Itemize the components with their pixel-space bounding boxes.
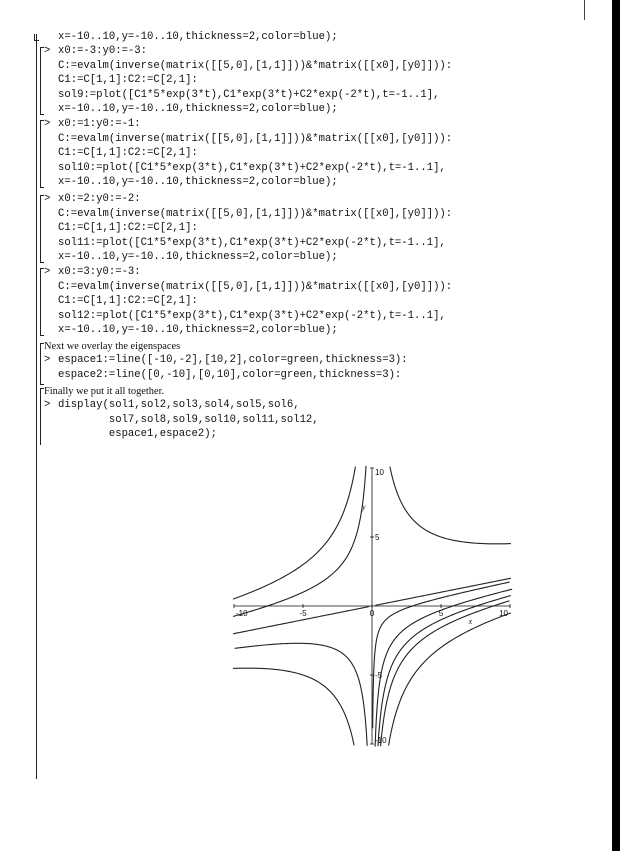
input-prompt: > [44, 118, 51, 130]
code-line[interactable]: C1:=C[1,1]:C2:=C[2,1]: [58, 147, 198, 160]
code-line[interactable]: C1:=C[1,1]:C2:=C[2,1]: [58, 222, 198, 235]
code-line[interactable]: C:=evalm(inverse(matrix([[5,0],[1,1]]))&*matrix([[x0],[y0]])): [58, 280, 453, 293]
trajectory-curve [373, 582, 510, 728]
code-line[interactable]: sol10:=plot([C1*5*exp(3*t),C1*exp(3*t)+C2*exp(-2*t),t=-1..1], [58, 161, 446, 174]
code-line[interactable]: sol12:=plot([C1*5*exp(3*t),C1*exp(3*t)+C2*exp(-2*t),t=-1..1], [58, 309, 446, 322]
group-bracket [34, 34, 39, 41]
code-line[interactable]: C:=evalm(inverse(matrix([[5,0],[1,1]]))&*matrix([[x0],[y0]])): [58, 132, 453, 145]
x-tick-label: 0 [369, 609, 375, 618]
x-tick-label: 10 [499, 609, 508, 618]
y-tick-label: 10 [375, 468, 384, 477]
input-prompt: > [44, 354, 51, 366]
code-line[interactable]: x0:=2:y0:=-2: [58, 193, 141, 205]
x-tick-label: -5 [299, 609, 307, 618]
y-axis-label: y [362, 502, 366, 512]
x-tick-label: -10 [236, 609, 248, 618]
code-line[interactable]: espace1:=line([-10,-2],[10,2],color=green,thickness=3): [58, 354, 408, 366]
code-line[interactable]: x=-10..10,y=-10..10,thickness=2,color=blue); [58, 176, 338, 189]
y-tick-label: -5 [375, 671, 383, 680]
code-line[interactable]: x0:=-3:y0:=-3: [58, 45, 148, 57]
scan-mark [584, 0, 585, 20]
code-line[interactable]: C1:=C[1,1]:C2:=C[2,1]: [58, 74, 198, 87]
trajectory-curve [235, 643, 368, 746]
code-line[interactable]: sol9:=plot([C1*5*exp(3*t),C1*exp(3*t)+C2*exp(-2*t),t=-1..1], [58, 88, 440, 101]
input-prompt: > [44, 266, 51, 278]
code-line[interactable]: display(sol1,sol2,sol3,sol4,sol5,sol6, [58, 399, 300, 411]
code-line: x=-10..10,y=-10..10,thickness=2,color=blue); [58, 31, 338, 43]
phase-portrait-plot[interactable] [226, 460, 518, 752]
code-line[interactable]: sol7,sol8,sol9,sol10,sol11,sol12, [58, 413, 319, 426]
x-tick-label: 5 [438, 609, 444, 618]
input-prompt: > [44, 45, 51, 57]
code-line[interactable]: C:=evalm(inverse(matrix([[5,0],[1,1]]))&*matrix([[x0],[y0]])): [58, 59, 453, 72]
code-line[interactable]: espace1,espace2); [58, 428, 217, 441]
text-paragraph: Next we overlay the eigenspaces [44, 341, 181, 352]
input-prompt: > [44, 193, 51, 205]
code-line[interactable]: x=-10..10,y=-10..10,thickness=2,color=blue); [58, 324, 338, 337]
scan-edge [612, 0, 620, 851]
code-line[interactable]: espace2:=line([0,-10],[0,10],color=green,thickness=3): [58, 368, 402, 381]
code-line[interactable]: sol11:=plot([C1*5*exp(3*t),C1*exp(3*t)+C2*exp(-2*t),t=-1..1], [58, 236, 446, 249]
code-line[interactable]: x=-10..10,y=-10..10,thickness=2,color=blue); [58, 251, 338, 264]
y-tick-label: 5 [375, 533, 380, 542]
trajectory-curve [233, 467, 355, 600]
trajectory-curve [389, 613, 511, 746]
trajectory-curve [390, 467, 511, 544]
worksheet-bracket-bar [36, 34, 37, 779]
x-axis-label: x [468, 617, 473, 626]
trajectory-curve [233, 466, 366, 617]
trajectory-curve [233, 668, 354, 745]
code-line[interactable]: x=-10..10,y=-10..10,thickness=2,color=blue); [58, 103, 338, 116]
y-tick-label: -10 [375, 736, 387, 745]
trajectory-curve [381, 601, 510, 746]
text-paragraph: Finally we put it all together. [44, 386, 165, 397]
code-line[interactable]: x0:=3:y0:=-3: [58, 266, 141, 278]
code-line[interactable]: C1:=C[1,1]:C2:=C[2,1]: [58, 295, 198, 308]
code-line[interactable]: C:=evalm(inverse(matrix([[5,0],[1,1]]))&*matrix([[x0],[y0]])): [58, 207, 453, 220]
input-prompt: > [44, 399, 51, 411]
trajectory-curve [378, 596, 511, 747]
code-line[interactable]: x0:=1:y0:=-1: [58, 118, 141, 130]
